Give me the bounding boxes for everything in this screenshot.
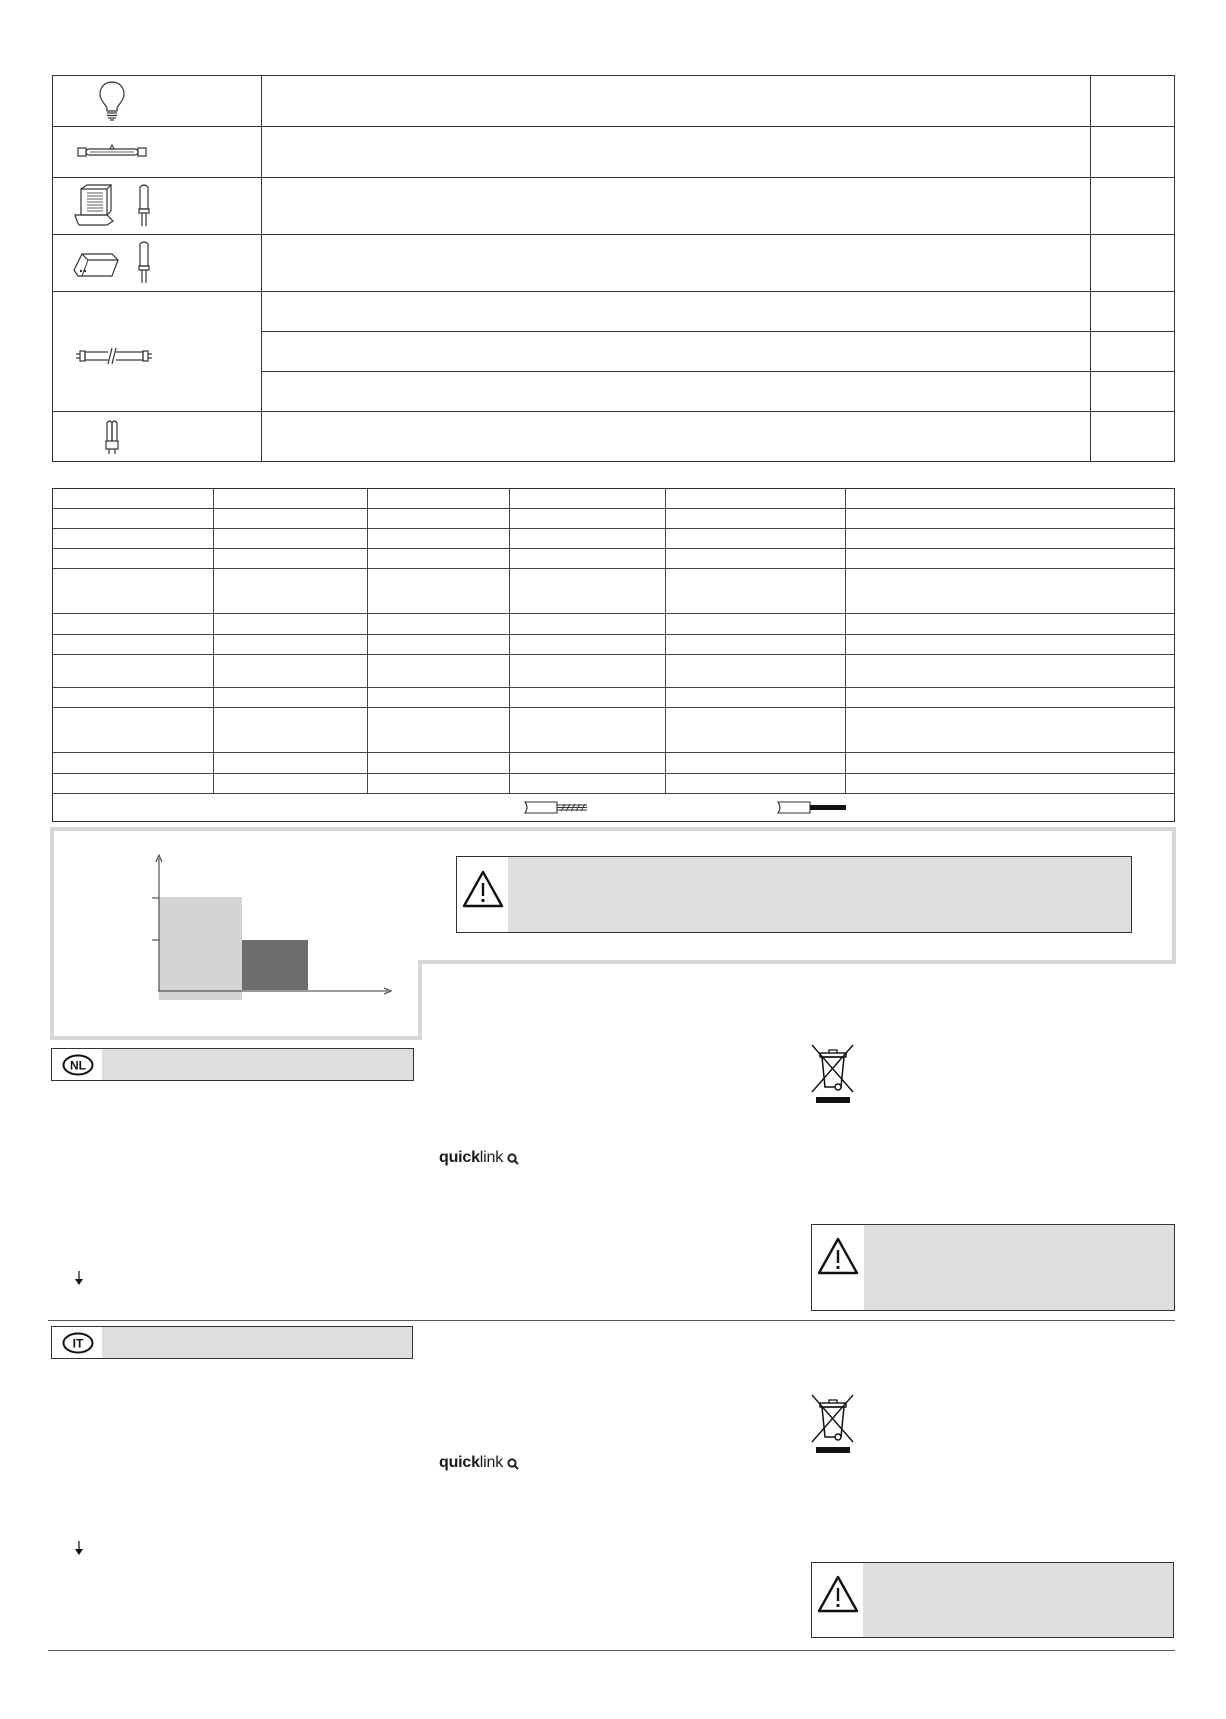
warning-notice-box-nl — [811, 1224, 1175, 1311]
spec-table-column-rule — [845, 488, 846, 793]
lamp-table-row-rule — [261, 371, 1175, 372]
electronic-transformer-icon — [72, 248, 120, 278]
spec-table-row-rule — [52, 654, 1175, 655]
solid-wire-icon — [776, 799, 848, 816]
spec-table-row-rule — [52, 548, 1175, 549]
lamp-table-row-rule — [52, 126, 1175, 127]
spec-table-row-rule — [52, 707, 1175, 708]
specification-table — [52, 488, 1175, 822]
section-divider — [48, 1320, 1175, 1321]
lamp-table-row-rule — [52, 177, 1175, 178]
spec-table-column-rule — [509, 488, 510, 793]
lamp-table-row-rule — [52, 234, 1175, 235]
lamp-table-row-rule — [52, 291, 1175, 292]
arrow-down-icon — [73, 1540, 85, 1556]
language-code-it: IT — [72, 1336, 84, 1351]
spec-table-column-rule — [367, 488, 368, 793]
lamp-table-divider — [1090, 75, 1091, 462]
lamp-table-row-rule — [261, 331, 1175, 332]
page-bottom-rule — [48, 1650, 1175, 1651]
quicklink-logo — [439, 1454, 503, 1472]
language-header-it — [51, 1326, 413, 1359]
halogen-capsule-icon — [136, 240, 152, 284]
spec-table-row-rule — [52, 568, 1175, 569]
incandescent-bulb-icon — [98, 80, 126, 122]
language-code-nl: NL — [70, 1058, 86, 1073]
magnifier-icon — [507, 1153, 519, 1165]
spec-table-row-rule — [52, 773, 1175, 774]
lamp-table-divider — [261, 75, 262, 462]
derating-bar-chart — [140, 850, 395, 1000]
warning-triangle-icon — [461, 869, 505, 909]
quicklink-logo-bold: quick — [439, 1149, 480, 1166]
compact-fluorescent-lamp-icon — [104, 419, 120, 455]
spec-table-column-rule — [665, 488, 666, 793]
chart-bar-low — [242, 940, 308, 990]
language-badge-icon — [62, 1332, 94, 1354]
quicklink-logo-light: link — [479, 1454, 504, 1471]
warning-notice-box — [456, 856, 1132, 933]
spec-table-row-rule — [52, 634, 1175, 635]
fluorescent-tube-icon — [74, 346, 154, 366]
lamp-table-row-rule — [52, 411, 1175, 412]
spec-table-row-rule — [52, 687, 1175, 688]
crossed-out-wheelie-bin-icon — [810, 1393, 856, 1455]
crossed-out-wheelie-bin-icon — [810, 1043, 856, 1105]
warning-triangle-icon — [816, 1574, 860, 1614]
stranded-wire-icon — [523, 799, 589, 816]
spec-table-row-rule — [52, 613, 1175, 614]
magnifier-icon — [507, 1458, 519, 1470]
linear-halogen-lamp-icon — [76, 141, 148, 161]
quicklink-logo — [439, 1149, 503, 1167]
language-badge-icon — [62, 1054, 94, 1076]
arrow-down-icon — [73, 1270, 85, 1286]
warning-triangle-icon — [816, 1236, 860, 1276]
spec-table-row-rule — [52, 528, 1175, 529]
warning-notice-box-it — [811, 1562, 1174, 1638]
quicklink-logo-light: link — [479, 1149, 504, 1166]
magnetic-transformer-icon — [73, 183, 115, 228]
lamp-type-table — [52, 75, 1175, 462]
spec-table-row-rule — [52, 508, 1175, 509]
halogen-capsule-icon — [136, 183, 152, 227]
spec-table-row-rule — [52, 752, 1175, 753]
spec-table-column-rule — [213, 488, 214, 793]
quicklink-logo-bold: quick — [439, 1454, 480, 1471]
language-header-nl — [51, 1048, 414, 1081]
spec-table-row-rule — [52, 793, 1175, 794]
